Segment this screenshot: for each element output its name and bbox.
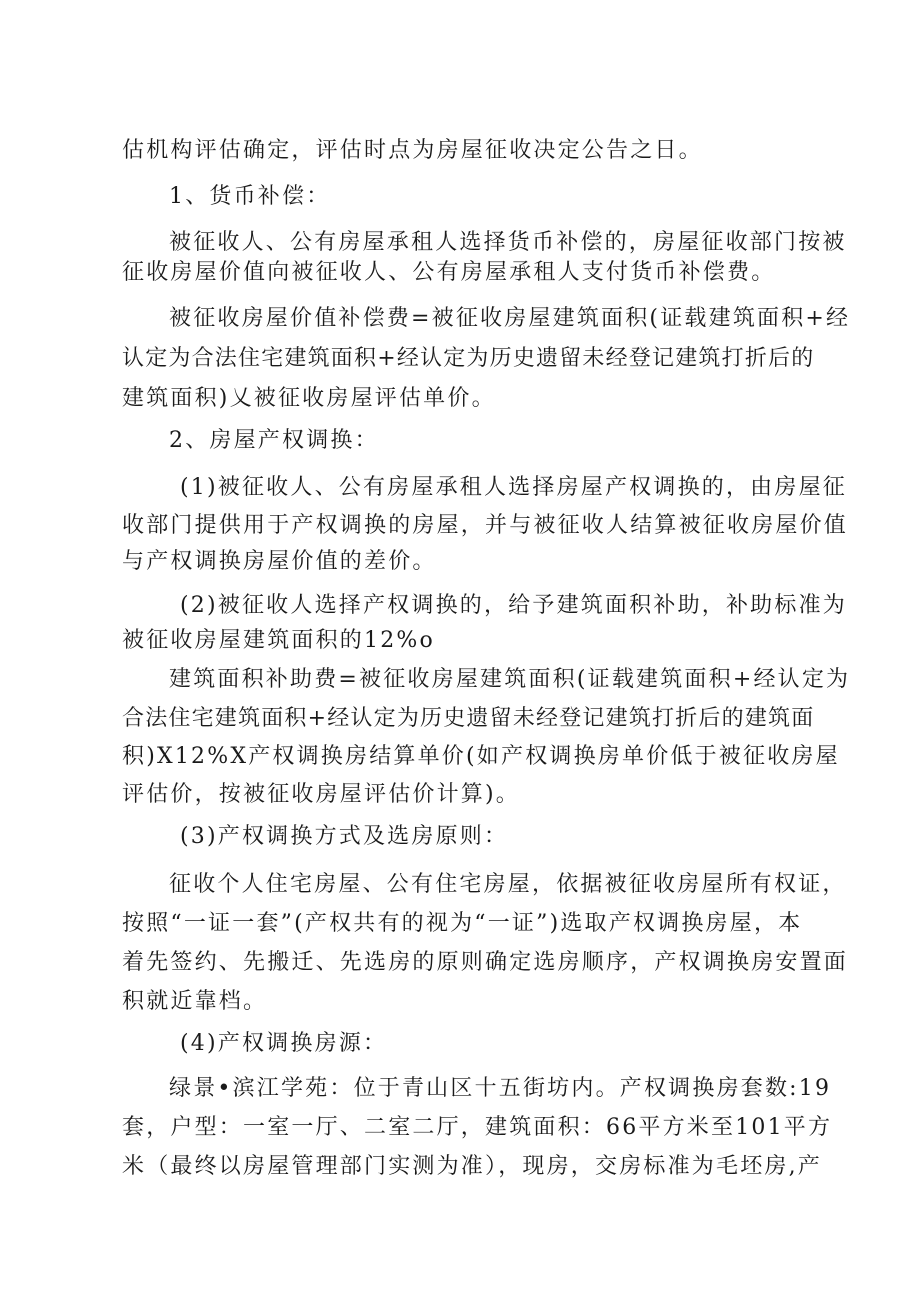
- text-line-15: 合法住宅建筑面积+经认定为历史遗留未经登记建筑打折后的建筑面: [122, 706, 815, 731]
- text-line-11: 与产权调换房屋价值的差价。: [122, 549, 437, 574]
- text-line-12: (2)被征收人选择产权调换的，给予建筑面积补助，补助标准为: [180, 593, 847, 618]
- text-line-03: 被征收人、公有房屋承租人选择货币补偿的，房屋征收部门按被: [169, 230, 847, 255]
- text-line-13: 被征收房屋建筑面积的12%o: [122, 628, 435, 653]
- text-line-17: 评估价，按被征收房屋评估价计算)。: [122, 782, 520, 807]
- text-line-26: 米（最终以房屋管理部门实测为准），现房，交房标准为毛坯房,产: [122, 1154, 822, 1179]
- text-line-24: 绿景•滨江学苑：位于青山区十五街坊内。产权调换房套数:19: [169, 1076, 832, 1101]
- text-line-04: 征收房屋价值向被征收人、公有房屋承租人支付货币补偿费。: [122, 260, 776, 285]
- text-line-06: 认定为合法住宅建筑面积+经认定为历史遗留未经登记建筑打折后的: [122, 346, 815, 371]
- text-line-25: 套，户型：一室一厅、二室二厅，建筑面积：66平方米至101平方: [122, 1115, 833, 1140]
- text-line-07: 建筑面积)乂被征收房屋评估单价。: [122, 386, 496, 411]
- text-line-20: 按照“一证一套”(产权共有的视为“一证”)选取产权调换房屋，本: [122, 911, 803, 936]
- text-line-10: 收部门提供用于产权调换的房屋，并与被征收人结算被征收房屋价值: [122, 513, 849, 538]
- subheading-exchange-method: (3)产权调换方式及选房原则：: [180, 824, 509, 849]
- text-line-01: 估机构评估确定，评估时点为房屋征收决定公告之日。: [122, 138, 703, 163]
- text-line-05: 被征收房屋价值补偿费=被征收房屋建筑面积(证载建筑面积+经: [169, 306, 851, 331]
- section-heading-monetary-compensation: 1、货币补偿：: [169, 184, 331, 209]
- text-line-21: 着先签约、先搬迁、先选房的原则确定选房顺序，产权调换房安置面: [122, 950, 849, 975]
- text-line-19: 征收个人住宅房屋、公有住宅房屋，依据被征收房屋所有权证，: [169, 872, 847, 897]
- text-line-22: 积就近靠档。: [122, 989, 268, 1014]
- text-line-09: (1)被征收人、公有房屋承租人选择房屋产权调换的，由房屋征: [180, 475, 847, 500]
- text-line-16: 积)X12%X产权调换房结算单价(如产权调换房单价低于被征收房屋: [122, 744, 840, 769]
- subheading-housing-source: (4)产权调换房源：: [180, 1031, 388, 1056]
- text-line-14: 建筑面积补助费=被征收房屋建筑面积(证载建筑面积+经认定为: [169, 667, 851, 692]
- section-heading-property-exchange: 2、房屋产权调换：: [169, 428, 379, 453]
